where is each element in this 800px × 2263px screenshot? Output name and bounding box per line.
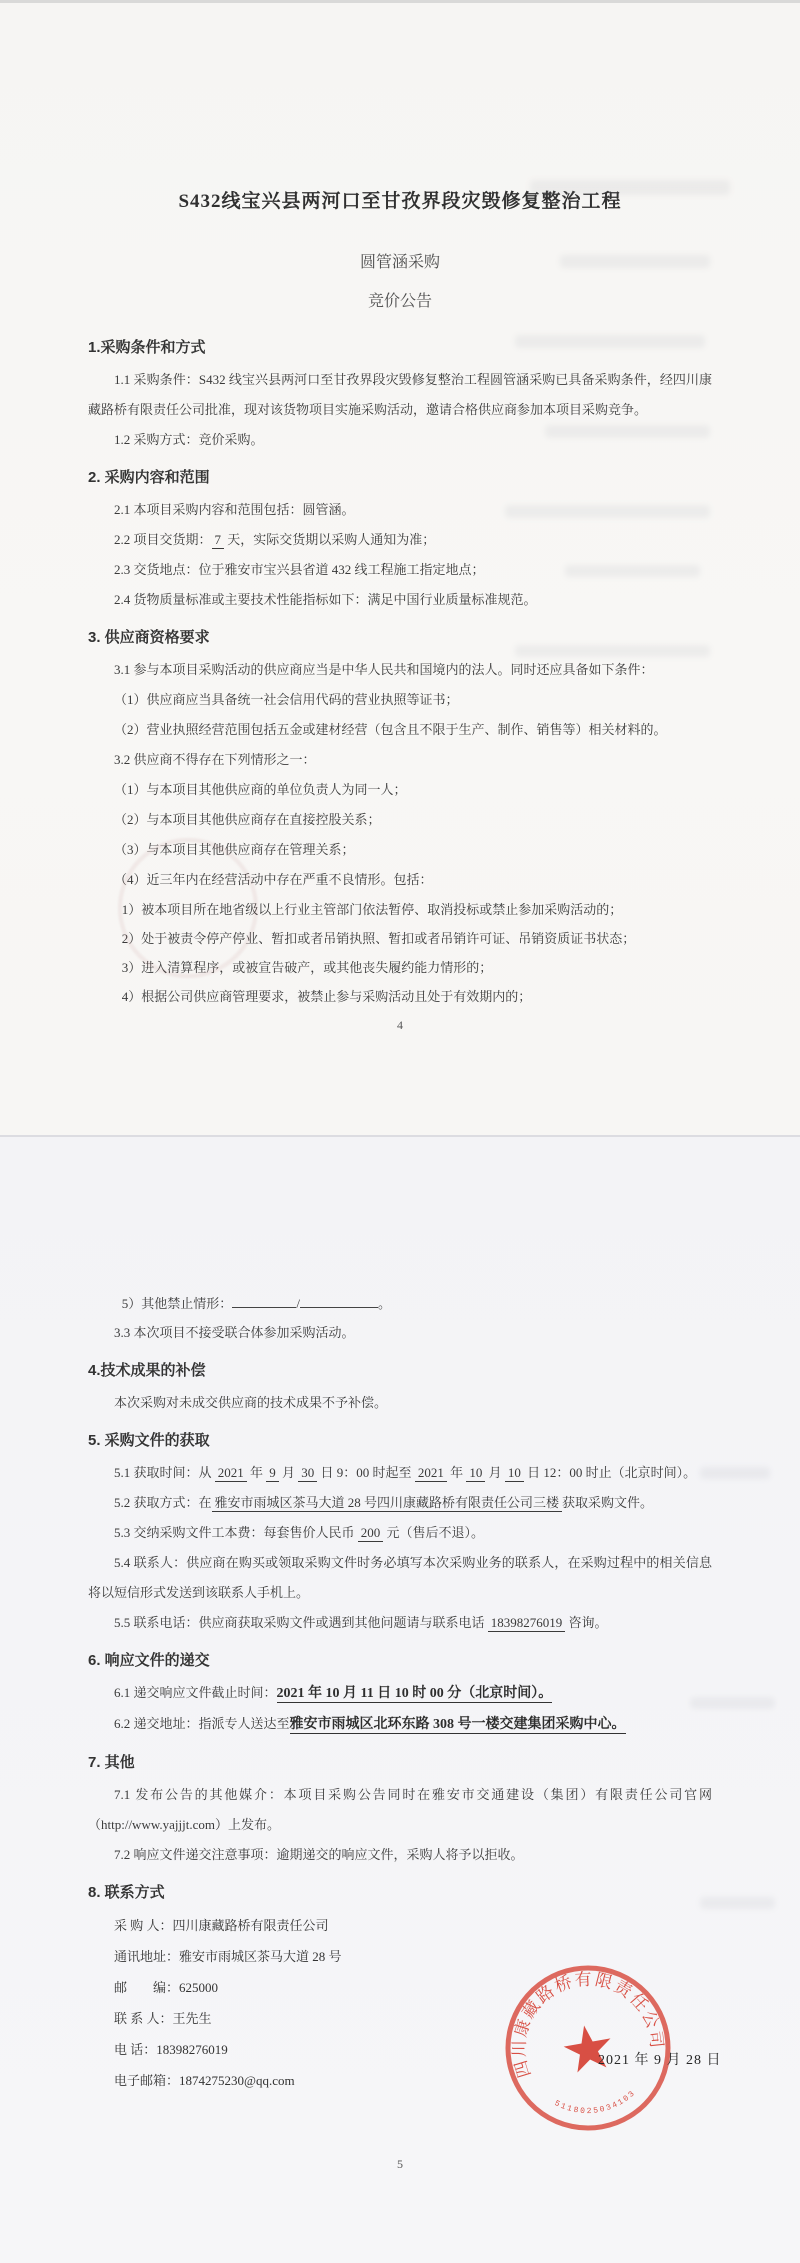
para-3-2-4: （4）近三年内在经营活动中存在严重不良情形。包括：	[114, 872, 433, 887]
text: 5.3 交纳采购文件工本费：每套售价人民币	[114, 1525, 358, 1540]
para-1-2: 1.2 采购方式：竞价采购。	[114, 432, 264, 447]
para-3-1-2: （2）营业执照经营范围包括五金或建材经营（包含且不限于生产、制作、销售等）相关材料的。	[114, 722, 667, 737]
para-3-1-1: （1）供应商应当具备统一社会信用代码的营业执照等证书；	[114, 692, 459, 707]
announcement-date: 2021 年 9 月 28 日	[598, 2053, 722, 2068]
bleedthrough-artifact	[700, 1897, 775, 1909]
para-5-3	[88, 1518, 712, 1548]
bleedthrough-artifact	[515, 335, 705, 348]
scan-edge-artifact	[0, 0, 800, 3]
month-underlined: 10	[466, 1465, 485, 1482]
section-8-heading: 8. 联系方式	[88, 1884, 165, 1901]
year-underlined: 2021	[415, 1465, 447, 1482]
star-icon: ★	[555, 2011, 622, 2089]
bleedthrough-artifact	[505, 505, 710, 518]
bleedthrough-artifact	[560, 255, 710, 268]
text: 5.1 获取时间：从	[114, 1465, 215, 1480]
para-3-2-4-5	[88, 1289, 712, 1318]
day-underlined: 10	[505, 1465, 524, 1482]
para-3-2-4-4: 4）根据公司供应商管理要求，被禁止参与采购活动且处于有效期内的；	[121, 989, 532, 1004]
para-5-1	[88, 1458, 712, 1488]
para-3-1: 3.1 参与本项目采购活动的供应商应当是中华人民共和国境内的法人。同时还应具备如下条件：	[114, 662, 654, 677]
text: 6.2 递交地址：指派专人送达至	[114, 1716, 290, 1731]
contact-email: 电子邮箱：1874275230@qq.com	[114, 2073, 295, 2088]
para-2-3: 2.3 交货地点：位于雅安市宝兴县省道 432 线工程施工指定地点；	[114, 562, 485, 577]
fee-underlined: 200	[358, 1525, 384, 1542]
deadline-underlined: 2021 年 10 月 11 日 10 时 00 分（北京时间）。	[276, 1686, 553, 1701]
section-7-heading: 7. 其他	[88, 1754, 135, 1771]
para-1-1: 1.1 采购条件：S432 线宝兴县两河口至甘孜界段灾毁修复整治工程圆管涵采购已具备采购条件，经四川康藏路桥有限责任公司批准，现对该货物项目实施采购活动，邀请合格供应商参加本项目采购竞争。	[88, 372, 712, 417]
seal-company-text: 四川康藏路桥有限责任公司	[509, 1969, 667, 2080]
day-underlined: 30	[298, 1465, 317, 1482]
section-2-heading: 2. 采购内容和范围	[88, 469, 210, 486]
bleedthrough-artifact	[515, 645, 710, 657]
text: 咨询。	[565, 1615, 608, 1630]
company-seal	[484, 1944, 693, 2153]
submit-address-underlined: 雅安市雨城区北环东路 308 号一楼交建集团采购中心。	[289, 1717, 626, 1732]
para-3-2-4-1: 1）被本项目所在地省级以上行业主管部门依法暂停、取消投标或禁止参加采购活动的；	[121, 902, 623, 917]
bleedthrough-artifact	[700, 1467, 770, 1479]
bleedthrough-artifact	[565, 565, 700, 577]
para-3-2-4-5-label: 5）其他禁止情形：	[121, 1296, 233, 1311]
para-6-1	[88, 1678, 712, 1709]
blank-slash: /	[296, 1296, 300, 1311]
para-5-2	[88, 1488, 712, 1518]
contact-address: 通讯地址：雅安市雨城区茶马大道 28 号	[114, 1949, 342, 1964]
para-5-5	[88, 1608, 712, 1638]
month-underlined: 9	[266, 1465, 279, 1482]
para-2-2-pre: 2.2 项目交货期：	[114, 532, 212, 547]
bleedthrough-artifact	[545, 425, 710, 438]
fill-in-blank	[232, 1295, 296, 1308]
fill-in-blank	[300, 1295, 378, 1308]
text: 获取采购文件。	[562, 1495, 654, 1510]
text: 年	[446, 1465, 467, 1480]
section-1-heading: 1.采购条件和方式	[88, 339, 206, 356]
para-3-2-2: （2）与本项目其他供应商存在直接控股关系；	[114, 812, 381, 827]
phone-underlined: 18398276019	[488, 1615, 566, 1632]
delivery-days-underlined: 7	[212, 532, 225, 549]
year-underlined: 2021	[215, 1465, 247, 1482]
para-2-2-post: 天，实际交货期以采购人通知为准；	[224, 532, 436, 547]
document-subtitle: 圆管涵采购	[359, 254, 440, 271]
bleedthrough-artifact	[530, 180, 730, 195]
para-5-4: 5.4 联系人：供应商在购买或领取采购文件时务必填写本次采购业务的联系人，在采购过程中的相关信息将以短信形式发送到该联系人手机上。	[88, 1555, 712, 1600]
para-6-2	[88, 1709, 712, 1740]
text: 月	[278, 1465, 299, 1480]
document-page-2	[0, 1135, 800, 2263]
document-title: S432线宝兴县两河口至甘孜界段灾毁修复整治工程	[178, 191, 622, 212]
para-3-2-1: （1）与本项目其他供应商的单位负责人为同一人；	[114, 782, 407, 797]
address-underlined: 雅安市雨城区茶马大道 28 号四川康藏路桥有限责任公司三楼	[212, 1495, 563, 1512]
para-4-1: 本次采购对未成交供应商的技术成果不予补偿。	[114, 1395, 388, 1410]
para-3-2: 3.2 供应商不得存在下列情形之一：	[114, 752, 316, 767]
para-2-1: 2.1 本项目采购内容和范围包括：圆管涵。	[114, 502, 355, 517]
contact-postcode: 邮 编：625000	[114, 1980, 219, 1995]
para-3-3: 3.3 本次项目不接受联合体参加采购活动。	[114, 1325, 355, 1340]
para-7-1: 7.1 发布公告的其他媒介：本项目采购公告同时在雅安市交通建设（集团）有限责任公司官网（http://www.yajjjt.com）上发布。	[88, 1787, 712, 1832]
contact-purchaser: 采 购 人：四川康藏路桥有限责任公司	[114, 1918, 329, 1933]
bleedthrough-artifact	[690, 1697, 775, 1709]
section-4-heading: 4.技术成果的补偿	[88, 1362, 206, 1379]
contact-person: 联 系 人：王先生	[114, 2011, 212, 2026]
para-3-2-4-5-end: 。	[377, 1296, 391, 1311]
section-6-heading: 6. 响应文件的递交	[88, 1652, 210, 1669]
text: 5.5 联系电话：供应商获取采购文件或遇到其他问题请与联系电话	[114, 1615, 488, 1630]
text: 月	[485, 1465, 505, 1480]
text: 日 9：00 时起至	[317, 1465, 415, 1480]
section-5-heading: 5. 采购文件的获取	[88, 1432, 210, 1449]
seal-bleedthrough-artifact	[118, 838, 258, 978]
page-number-4: 4	[397, 1018, 403, 1032]
text: 日 12：00 时止（北京时间）。	[523, 1465, 697, 1480]
seal-serial-number: 5118025034103	[552, 2088, 638, 2117]
text: 元（售后不退）。	[383, 1525, 485, 1540]
para-3-2-4-2: 2）处于被责令停产停业、暂扣或者吊销执照、暂扣或者吊销许可证、吊销资质证书状态；	[121, 931, 636, 946]
para-3-2-4-3: 3）进入清算程序，或被宣告破产，或其他丧失履约能力情形的；	[121, 960, 493, 975]
text: 6.1 递交响应文件截止时间：	[114, 1685, 277, 1700]
para-2-2	[88, 525, 712, 555]
document-type-title: 竞价公告	[367, 293, 432, 310]
text: 年	[246, 1465, 267, 1480]
text: 5.2 获取方式：在	[114, 1495, 212, 1510]
para-2-4: 2.4 货物质量标准或主要技术性能指标如下：满足中国行业质量标准规范。	[114, 592, 537, 607]
para-3-2-3: （3）与本项目其他供应商存在管理关系；	[114, 842, 355, 857]
section-3-heading: 3. 供应商资格要求	[88, 629, 210, 646]
page-number-5: 5	[397, 2157, 403, 2171]
para-7-2: 7.2 响应文件递交注意事项：逾期递交的响应文件，采购人将予以拒收。	[114, 1847, 524, 1862]
contact-phone: 电 话：18398276019	[114, 2042, 228, 2057]
